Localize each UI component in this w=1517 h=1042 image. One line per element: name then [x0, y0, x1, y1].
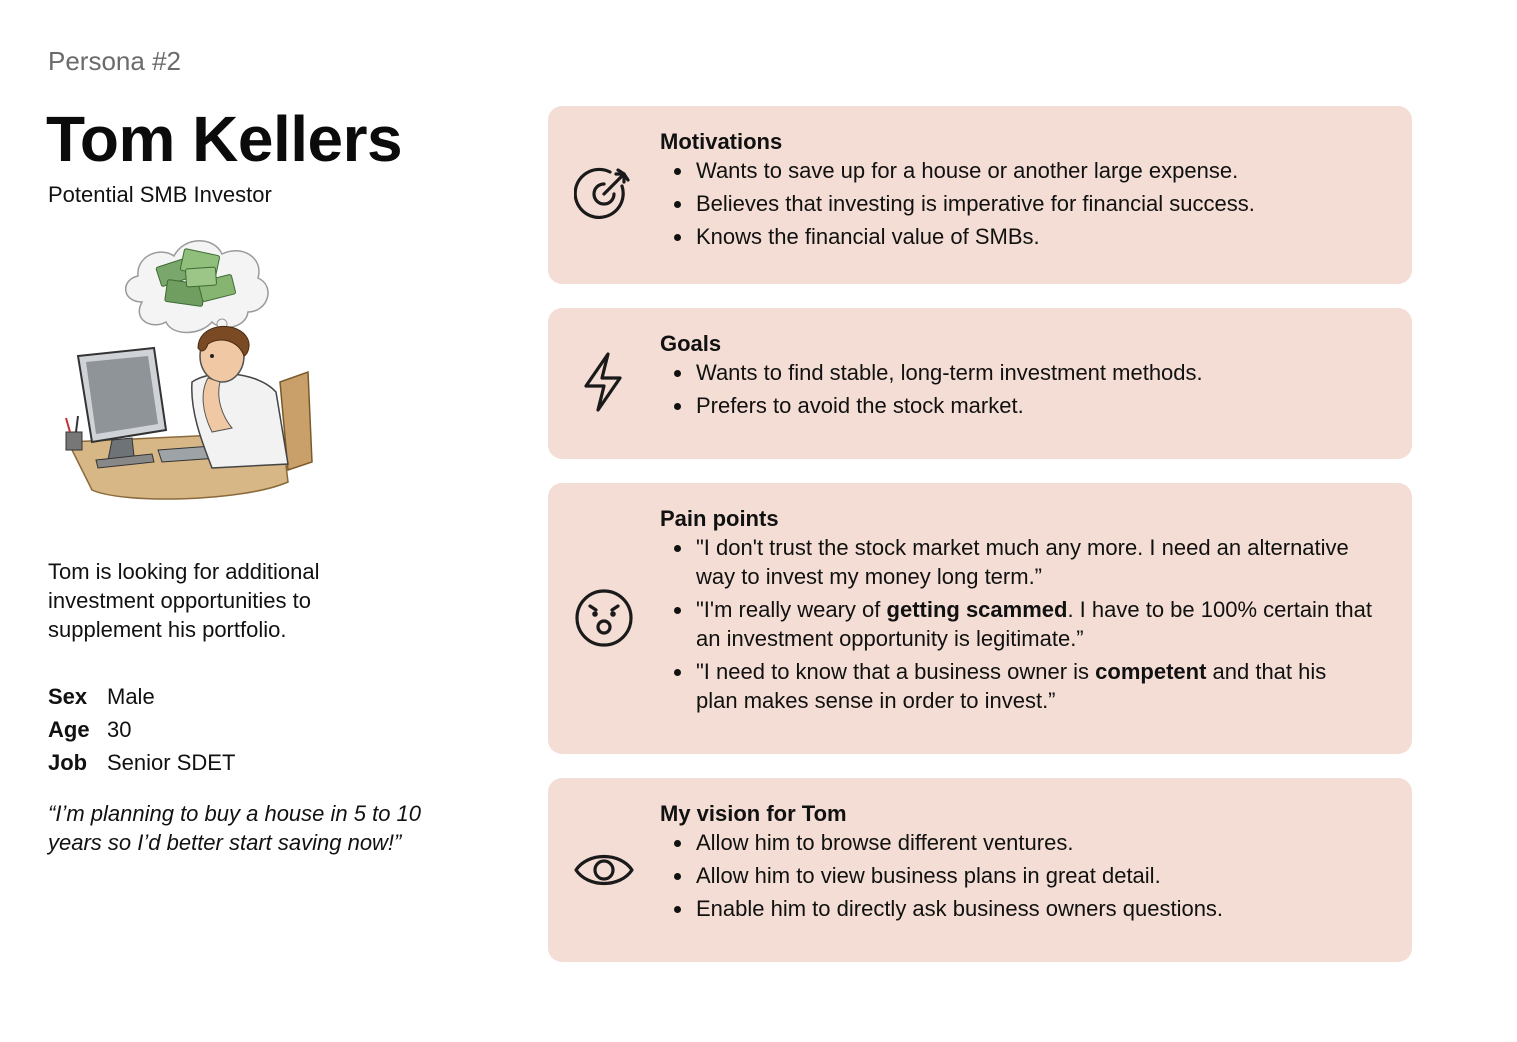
motivations-body [660, 128, 1372, 251]
persona-role: Potential SMB Investor [48, 182, 272, 207]
list-item: "I'm really weary of getting scammed. I have to be 100% certain that an investment opportunity is legitimate.” [660, 595, 1372, 653]
list-item: Prefers to avoid the stock market. [660, 391, 1372, 420]
fact-value: Male [107, 684, 155, 709]
pain-points-list [660, 533, 1372, 715]
fact-value: Senior SDET [107, 750, 236, 775]
list-item: Allow him to view business plans in great detail. [660, 861, 1372, 890]
pain-points-body [660, 505, 1372, 715]
list-item: Knows the financial value of SMBs. [660, 222, 1372, 251]
list-item: Enable him to directly ask business owners questions. [660, 894, 1372, 923]
fact-row-job [48, 746, 235, 779]
goals-body [660, 330, 1372, 420]
fact-row-sex [48, 680, 235, 713]
fact-label: Job [48, 750, 88, 775]
list-item: "I need to know that a business owner is competent and that his plan makes sense in order to invest.” [660, 657, 1372, 715]
goals-card [548, 308, 1412, 459]
persona-illustration [62, 232, 318, 514]
fact-label: Age [48, 717, 90, 742]
fact-label: Sex [48, 684, 88, 709]
pain-points-card [548, 483, 1412, 754]
motivations-list [660, 156, 1372, 251]
persona-label: Persona #2 [48, 46, 181, 76]
card-title: Goals [660, 331, 722, 356]
list-item: Wants to save up for a house or another large expense. [660, 156, 1372, 185]
list-item: "I don't trust the stock market much any more. I need an alternative way to invest my money long term.” [660, 533, 1372, 591]
lightning-bolt-icon [574, 352, 634, 412]
fact-value: 30 [107, 717, 132, 742]
persona-facts [48, 680, 235, 779]
persona-quote: “I’m planning to buy a house in 5 to 10 years so I’d better start saving now!” [48, 801, 422, 855]
worried-face-icon [574, 588, 634, 648]
vision-list [660, 828, 1372, 923]
goals-list [660, 358, 1372, 420]
card-title: Pain points [660, 506, 779, 531]
list-item: Believes that investing is imperative for financial success. [660, 189, 1372, 218]
list-item: Wants to find stable, long-term investment methods. [660, 358, 1372, 387]
thought-cloud-icon [126, 241, 268, 345]
target-arrow-icon [574, 164, 634, 224]
fact-row-age [48, 713, 235, 746]
eye-icon [574, 840, 634, 900]
card-title: My vision for Tom [660, 801, 847, 826]
vision-card [548, 778, 1412, 962]
list-item: Allow him to browse different ventures. [660, 828, 1372, 857]
vision-body [660, 800, 1372, 923]
card-title: Motivations [660, 129, 783, 154]
motivations-card [548, 106, 1412, 284]
persona-bio: Tom is looking for additional investment opportunities to supplement his portfolio. [48, 559, 320, 642]
persona-name: Tom Kellers [46, 103, 403, 175]
